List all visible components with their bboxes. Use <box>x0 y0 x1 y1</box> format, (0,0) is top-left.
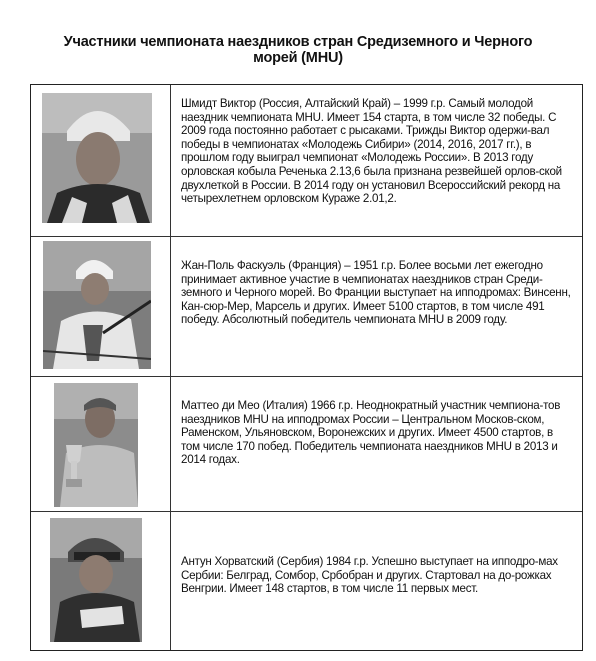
participant-row-horvatsky <box>31 512 582 650</box>
participant-row-schmidt <box>31 85 582 237</box>
participant-bio: Шмидт Виктор (Россия, Алтайский Край) – 1999 г.р. Самый молодой наездник чемпионата МНU. Имеет 154 старта, в том числе 32 победы. С 2009 года постоянно работает с рысаками. Трижды Виктор одержи-вал победы в чемпионатах «Молодежь Сибири» (2014, 2016, 2017 гг.), в прошлом году выиграл чемпионат «Молодежь России». В 2013 году орловская кобыла Реченька 2.13,6 была признана резвейшей орлов-ской двухлеткой в России. В 2014 году он установил Всероссийский рекорд на четырехлетнем орловском Кураже 2.01,2. <box>181 97 562 206</box>
participant-row-fasquel <box>31 237 582 377</box>
participant-bio: Жан-Поль Фаскуэль (Франция) – 1951 г.р. Более восьми лет ежегодно принимает активное участие в чемпионатах наездников стран Среди-земного и Черного морей. Во Франции выступает на ипподромах: Винсенн, Кан-сюр-Мер, Марсель и других. Имеет 5100 стартов, в том числе 491 победу. Абсолютный победитель чемпионата МНU в 2009 году. <box>181 259 571 327</box>
page-title <box>0 34 596 66</box>
photo-cell <box>31 85 171 236</box>
participant-bio: Маттео ди Мео (Италия) 1966 г.р. Неоднократный участник чемпиона-тов наездников МНU на ипподромах России – Центральном Москов-ском, Раменском, Ульяновском, Воронежских и других. Имеет 4500 стартов, в том числе 170 побед. Победитель чемпионата наездников МНU в 2013 и 2014 годах. <box>181 399 561 467</box>
participants-table <box>30 84 583 651</box>
portrait-young-rider-icon <box>42 93 152 223</box>
portrait-rider-in-helmet-icon <box>50 518 142 642</box>
photo-cell <box>31 237 171 376</box>
photo-cell <box>31 377 171 511</box>
photo-cell <box>31 512 171 650</box>
portrait-man-with-trophy-icon <box>54 383 138 507</box>
participant-row-di-meo <box>31 377 582 512</box>
participant-bio: Антун Хорватский (Сербия) 1984 г.р. Успешно выступает на ипподро-мах Сербии: Белград, Сомбор, Србобран и других. Стартовал на до-рожках Венгрии. Имеет 148 стартов, в том числе 11 первых мест. <box>181 555 558 596</box>
title-line-1: Участники чемпионата наездников стран Средиземного и Черного <box>63 34 533 50</box>
portrait-rider-on-sulky-icon <box>43 241 151 369</box>
title-line-2: морей (МНU) <box>253 50 343 66</box>
